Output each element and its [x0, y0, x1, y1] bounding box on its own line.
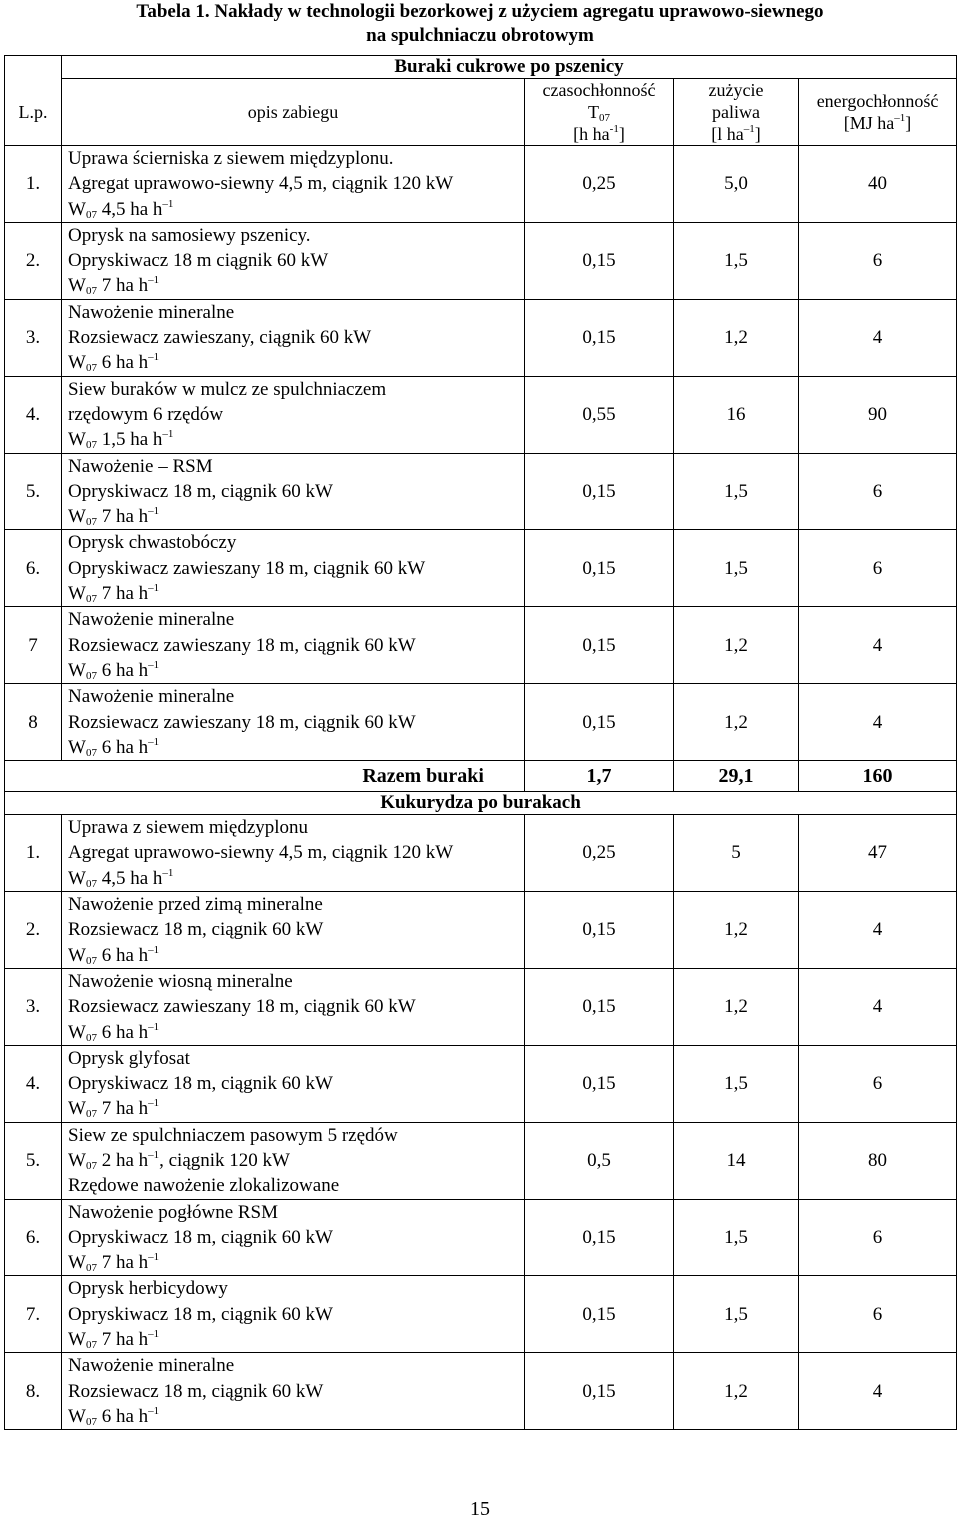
paliwo-value: 1,2 — [674, 892, 799, 969]
paliwo-value: 1,2 — [674, 299, 799, 376]
expenditure-table — [4, 55, 957, 1430]
row-number: 6. — [5, 1199, 62, 1276]
row-number: 2. — [5, 222, 62, 299]
paliwo-value: 1,5 — [674, 1199, 799, 1276]
paliwo-value: 1,5 — [674, 530, 799, 607]
work-rate: $W_{07}$ 7 ha $h^{-1}$ — [68, 274, 160, 298]
paliwo-value: 14 — [674, 1122, 799, 1199]
energochlonnosc-value: 4 — [799, 684, 957, 761]
row-description: Oprysk glyfosat Opryskiwacz 18 m, ciągnik 60 kW $W_{07}$ 7 ha $h^{-1}$ — [62, 1045, 525, 1122]
energochlonnosc-value: 4 — [799, 299, 957, 376]
table-row — [5, 1199, 957, 1276]
row-description: Nawożenie mineralne Rozsiewacz zawieszany 18 m, ciągnik 60 kW $W_{07}$ 6 ha $h^{-1}$ — [62, 684, 525, 761]
table-row — [5, 530, 957, 607]
energochlonnosc-value: 6 — [799, 1199, 957, 1276]
row-number: 1. — [5, 815, 62, 892]
table-row — [5, 968, 957, 1045]
energochlonnosc-value: 4 — [799, 1353, 957, 1430]
table-row — [5, 1045, 957, 1122]
energochlonnosc-value: 40 — [799, 146, 957, 223]
czasochlonnosc-value: 0,15 — [525, 892, 674, 969]
table-row — [5, 892, 957, 969]
row-description: Siew ze spulchniaczem pasowym 5 rzędów $W_{07}$ 2 ha $h^{-1}$, ciągnik 120 kW Rzędowe nawożenie zlokalizowane — [62, 1122, 525, 1199]
total-czasochlonnosc: 1,7 — [525, 761, 674, 792]
energochlonnosc-value: 80 — [799, 1122, 957, 1199]
total-paliwo: 29,1 — [674, 761, 799, 792]
work-rate: $W_{07}$ 1,5 ha $h^{-1}$ — [68, 428, 174, 452]
row-description: Nawożenie przed zimą mineralne Rozsiewacz 18 m, ciągnik 60 kW $W_{07}$ 6 ha $h^{-1}$ — [62, 892, 525, 969]
czasochlonnosc-value: 0,15 — [525, 299, 674, 376]
table-row — [5, 1276, 957, 1353]
czasochlonnosc-value: 0,15 — [525, 607, 674, 684]
energochlonnosc-value: 4 — [799, 892, 957, 969]
czasochlonnosc-value: 0,15 — [525, 222, 674, 299]
section-header-row — [5, 56, 957, 79]
work-rate: $W_{07}$ 7 ha $h^{-1}$ — [68, 1328, 160, 1352]
row-description: Uprawa ścierniska z siewem międzyplonu. Agregat uprawowo-siewny 4,5 m, ciągnik 120 kW $W_{07}$ 4,5 ha $h^{-1}$ — [62, 146, 525, 223]
header-energochlonnosc: energochłonność [MJ $ha^{-1}$] — [799, 79, 957, 146]
row-description: Uprawa z siewem międzyplonu Agregat uprawowo-siewny 4,5 m, ciągnik 120 kW $W_{07}$ 4,5 ha $h^{-1}$ — [62, 815, 525, 892]
czasochlonnosc-value: 0,25 — [525, 815, 674, 892]
table-row — [5, 1122, 957, 1199]
row-description: Nawożenie mineralne Rozsiewacz 18 m, ciągnik 60 kW $W_{07}$ 6 ha $h^{-1}$ — [62, 1353, 525, 1430]
row-number: 5. — [5, 453, 62, 530]
czasochlonnosc-value: 0,55 — [525, 376, 674, 453]
header-zuzycie-paliwa: zużycie paliwa [l $ha^{-1}$] — [674, 79, 799, 146]
work-rate: $W_{07}$ 7 ha $h^{-1}$ — [68, 505, 160, 529]
section-title: Buraki cukrowe po pszenicy — [62, 56, 957, 79]
czasochlonnosc-value: 0,15 — [525, 1353, 674, 1430]
work-rate: $W_{07}$ 7 ha $h^{-1}$ — [68, 1251, 160, 1275]
work-rate: $W_{07}$ 6 ha $h^{-1}$ — [68, 943, 160, 967]
row-description: Nawożenie mineralne Rozsiewacz zawieszany, ciągnik 60 kW $W_{07}$ 6 ha $h^{-1}$ — [62, 299, 525, 376]
row-number: 3. — [5, 968, 62, 1045]
table-row — [5, 815, 957, 892]
row-number: 8 — [5, 684, 62, 761]
table-row — [5, 607, 957, 684]
table-title-line1: Tabela 1. Nakłady w technologii bezorkowej z użyciem agregatu uprawowo-siewnego — [136, 1, 824, 22]
energochlonnosc-value: 4 — [799, 607, 957, 684]
table-title-line2: na spulchniaczu obrotowym — [366, 25, 594, 46]
energochlonnosc-value: 6 — [799, 222, 957, 299]
paliwo-value: 1,2 — [674, 968, 799, 1045]
work-rate: $W_{07}$ 2 ha $h^{-1}$, ciągnik 120 kW — [68, 1148, 290, 1172]
section-title: Kukurydza po burakach — [5, 792, 957, 815]
row-number: 6. — [5, 530, 62, 607]
row-description: Oprysk chwastobóczy Opryskiwacz zawieszany 18 m, ciągnik 60 kW $W_{07}$ 7 ha $h^{-1}$ — [62, 530, 525, 607]
energochlonnosc-value: 47 — [799, 815, 957, 892]
table-row — [5, 222, 957, 299]
row-description: Siew buraków w mulcz ze spulchniaczem rzędowym 6 rzędów $W_{07}$ 1,5 ha $h^{-1}$ — [62, 376, 525, 453]
work-rate: $W_{07}$ 4,5 ha $h^{-1}$ — [68, 197, 174, 221]
energochlonnosc-value: 4 — [799, 968, 957, 1045]
work-rate: $W_{07}$ 4,5 ha $h^{-1}$ — [68, 866, 174, 890]
row-number: 1. — [5, 146, 62, 223]
energochlonnosc-value: 6 — [799, 1276, 957, 1353]
czasochlonnosc-value: 0,15 — [525, 530, 674, 607]
work-rate: $W_{07}$ 7 ha $h^{-1}$ — [68, 1097, 160, 1121]
table-row — [5, 1353, 957, 1430]
row-description: Nawożenie mineralne Rozsiewacz zawieszany 18 m, ciągnik 60 kW $W_{07}$ 6 ha $h^{-1}$ — [62, 607, 525, 684]
row-description: Nawożenie – RSM Opryskiwacz 18 m, ciągnik 60 kW $W_{07}$ 7 ha $h^{-1}$ — [62, 453, 525, 530]
header-lp: L.p. — [5, 79, 62, 146]
paliwo-value: 1,5 — [674, 1276, 799, 1353]
czasochlonnosc-value: 0,15 — [525, 1045, 674, 1122]
czasochlonnosc-value: 0,15 — [525, 1199, 674, 1276]
row-number: 7. — [5, 1276, 62, 1353]
table-row — [5, 376, 957, 453]
total-energochlonnosc: 160 — [799, 761, 957, 792]
paliwo-value: 1,2 — [674, 1353, 799, 1430]
row-number: 5. — [5, 1122, 62, 1199]
czasochlonnosc-value: 0,15 — [525, 453, 674, 530]
header-opis: opis zabiegu — [62, 79, 525, 146]
energochlonnosc-value: 6 — [799, 1045, 957, 1122]
energochlonnosc-value: 90 — [799, 376, 957, 453]
row-description: Nawożenie pogłówne RSM Opryskiwacz 18 m, ciągnik 60 kW $W_{07}$ 7 ha $h^{-1}$ — [62, 1199, 525, 1276]
paliwo-value: 5 — [674, 815, 799, 892]
row-number: 4. — [5, 1045, 62, 1122]
table-row — [5, 453, 957, 530]
work-rate: $W_{07}$ 6 ha $h^{-1}$ — [68, 351, 160, 375]
row-description: Nawożenie wiosną mineralne Rozsiewacz zawieszany 18 m, ciągnik 60 kW $W_{07}$ 6 ha $h^{-1}$ — [62, 968, 525, 1045]
work-rate: $W_{07}$ 6 ha $h^{-1}$ — [68, 1404, 160, 1428]
header-czasochlonnosc: czasochłonność $T_{07}$ [h $ha^{-1}$] — [525, 79, 674, 146]
energochlonnosc-value: 6 — [799, 530, 957, 607]
czasochlonnosc-value: 0,25 — [525, 146, 674, 223]
section-header-row — [5, 792, 957, 815]
paliwo-value: 1,5 — [674, 222, 799, 299]
czasochlonnosc-value: 0,15 — [525, 968, 674, 1045]
column-header-row — [5, 79, 957, 146]
row-number: 3. — [5, 299, 62, 376]
paliwo-value: 1,2 — [674, 684, 799, 761]
row-number: 2. — [5, 892, 62, 969]
page-number: 15 — [470, 1498, 490, 1520]
row-number: 7 — [5, 607, 62, 684]
work-rate: $W_{07}$ 7 ha $h^{-1}$ — [68, 582, 160, 606]
paliwo-value: 5,0 — [674, 146, 799, 223]
row-description: Oprysk herbicydowy Opryskiwacz 18 m, ciągnik 60 kW $W_{07}$ 7 ha $h^{-1}$ — [62, 1276, 525, 1353]
paliwo-value: 1,2 — [674, 607, 799, 684]
row-number: 4. — [5, 376, 62, 453]
total-label: Razem buraki — [5, 761, 525, 792]
total-row — [5, 761, 957, 792]
table-row — [5, 146, 957, 223]
table-row — [5, 684, 957, 761]
czasochlonnosc-value: 0,5 — [525, 1122, 674, 1199]
czasochlonnosc-value: 0,15 — [525, 1276, 674, 1353]
energochlonnosc-value: 6 — [799, 453, 957, 530]
work-rate: $W_{07}$ 6 ha $h^{-1}$ — [68, 1020, 160, 1044]
work-rate: $W_{07}$ 6 ha $h^{-1}$ — [68, 658, 160, 682]
paliwo-value: 16 — [674, 376, 799, 453]
table-row — [5, 299, 957, 376]
czasochlonnosc-value: 0,15 — [525, 684, 674, 761]
work-rate: $W_{07}$ 6 ha $h^{-1}$ — [68, 735, 160, 759]
row-description: Oprysk na samosiewy pszenicy. Opryskiwacz 18 m ciągnik 60 kW $W_{07}$ 7 ha $h^{-1}$ — [62, 222, 525, 299]
paliwo-value: 1,5 — [674, 453, 799, 530]
paliwo-value: 1,5 — [674, 1045, 799, 1122]
row-number: 8. — [5, 1353, 62, 1430]
